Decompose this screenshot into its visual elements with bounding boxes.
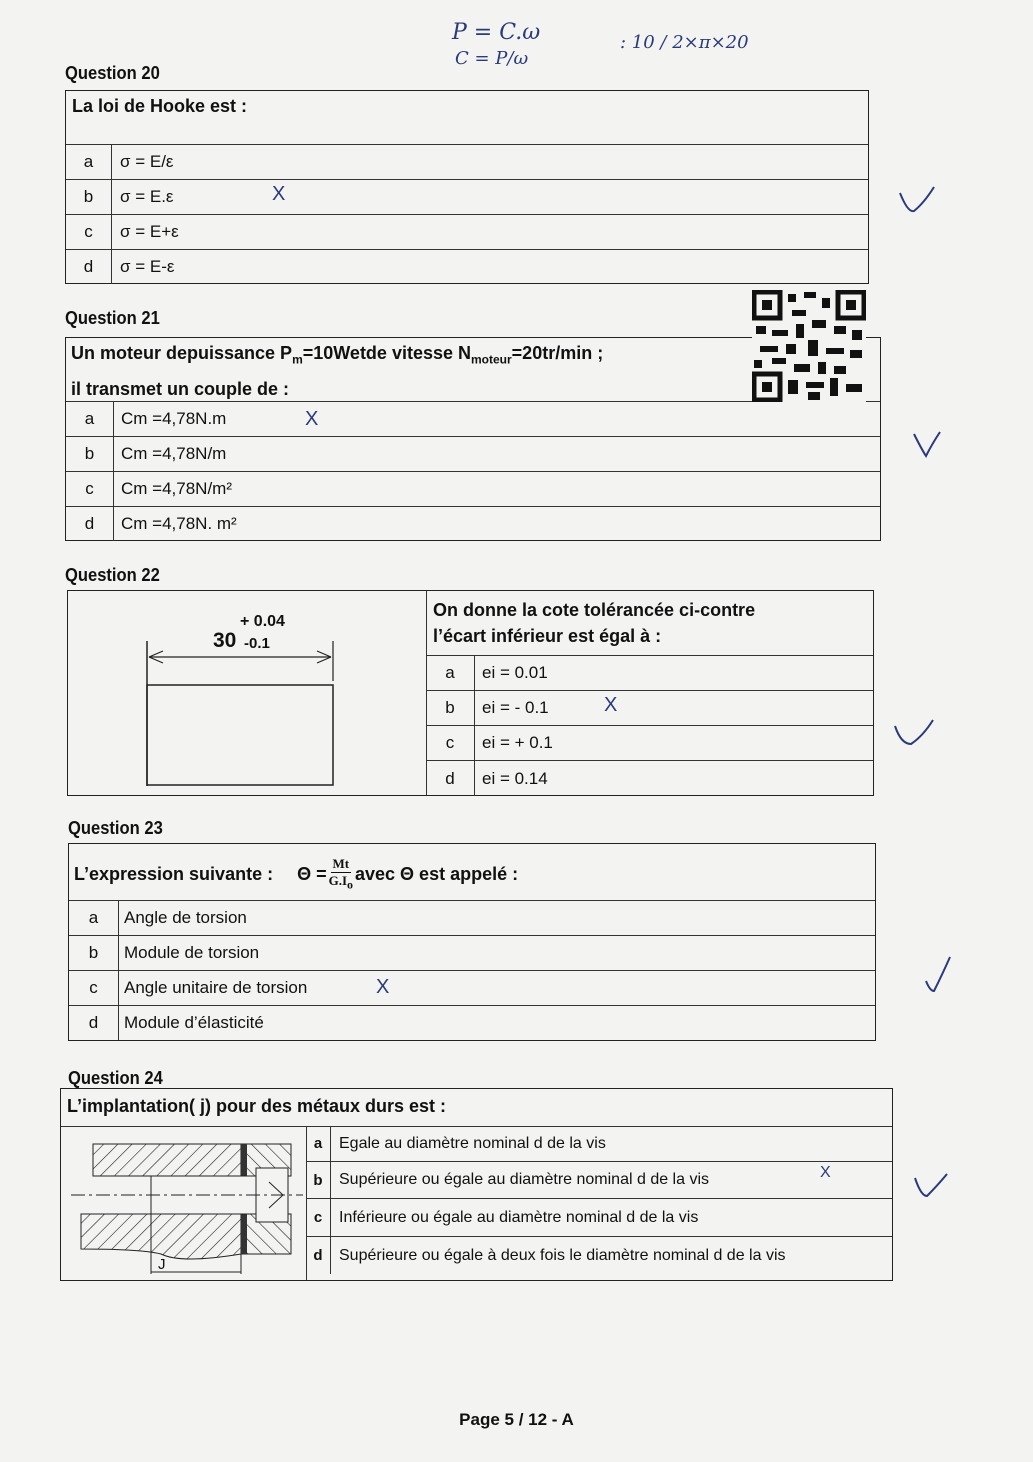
figure-label-j: J (158, 1256, 166, 1273)
option-letter: d (69, 1006, 119, 1040)
option-letter: a (306, 1126, 331, 1161)
option-row[interactable] (426, 690, 873, 725)
option-row[interactable] (66, 249, 868, 284)
option-row[interactable] (306, 1198, 892, 1236)
checkmark-icon (912, 430, 942, 460)
option-text: ei = + 0.1 (482, 733, 553, 752)
option-text: Angle unitaire de torsion (124, 978, 308, 997)
option-row[interactable] (306, 1126, 892, 1161)
option-row[interactable] (66, 179, 868, 214)
option-letter: c (66, 472, 114, 506)
option-row[interactable] (426, 760, 873, 796)
option-text: Cm =4,78N/m² (121, 479, 232, 498)
option-row[interactable] (69, 935, 875, 970)
option-row[interactable] (69, 1005, 875, 1040)
dimension-drawing (143, 641, 338, 791)
option-text: Cm =4,78N/m (121, 444, 227, 463)
question-21-prompt: Un moteur depuissance $P_m=10Wetde$ vitesse $N_{moteur}=20tr/\min$ ; il transmet un couple de : (71, 343, 604, 399)
option-letter: c (66, 215, 112, 249)
option-row[interactable] (306, 1161, 892, 1198)
option-row[interactable] (66, 471, 880, 506)
option-row[interactable] (66, 436, 880, 471)
option-letter: d (426, 761, 475, 796)
option-letter: b (66, 437, 114, 471)
option-text: Module de torsion (124, 943, 260, 962)
option-letter: a (426, 656, 475, 690)
answer-cross-mark: X (820, 1164, 831, 1181)
checkmark-icon (898, 185, 938, 217)
option-letter: a (66, 145, 112, 179)
option-text: ei = 0.14 (482, 768, 548, 788)
option-row[interactable] (66, 144, 868, 179)
page-footer: Page 5 / 12 - A (459, 1410, 574, 1429)
question-20-prompt: La loi de Hooke est : (72, 96, 248, 116)
option-letter: b (66, 180, 112, 214)
checkmark-icon (924, 955, 954, 995)
tolerance-upper: + 0.04 (240, 613, 285, 630)
question-24-table (60, 1088, 893, 1281)
question-20-table (65, 90, 869, 284)
option-row[interactable] (69, 900, 875, 935)
option-row[interactable] (66, 506, 880, 541)
question-23-prompt: L’expression suivante : Θ = $\frac{Mt}{G.I_o}$ avec Θ est appelé : (74, 856, 519, 892)
option-text: Cm =4,78N.m (121, 409, 227, 428)
option-letter: c (69, 971, 119, 1005)
option-text: Inférieure ou égale au diamètre nominal d de la vis (339, 1208, 699, 1226)
option-text: ei = 0.01 (482, 663, 548, 682)
handwritten-formula-3: : 10 / 2×π×20 (620, 32, 749, 53)
option-letter: d (306, 1237, 331, 1274)
answer-cross-mark: X (305, 408, 319, 430)
option-letter: a (66, 402, 114, 436)
option-row[interactable] (426, 655, 873, 690)
option-text: σ = E-ε (120, 257, 175, 276)
fraction: $\frac{Mt}{G.I_o}$ (328, 856, 354, 892)
option-letter: a (69, 901, 119, 935)
question-23-table (68, 843, 876, 1041)
option-text: σ = E+ε (120, 222, 179, 241)
option-text: ei = - 0.1 (482, 698, 549, 717)
option-text: Egale au diamètre nominal d de la vis (339, 1134, 606, 1152)
question-22-table (67, 590, 874, 796)
option-text: Supérieure ou égale au diamètre nominal d de la vis (339, 1171, 710, 1188)
option-row[interactable] (69, 970, 875, 1005)
option-text: σ = E/ε (120, 152, 174, 171)
option-letter: c (306, 1199, 331, 1236)
option-letter: b (426, 691, 475, 725)
question-20-label: Question 20 (65, 63, 160, 83)
tolerance-lower: -0.1 (244, 635, 270, 652)
question-24-label: Question 24 (68, 1068, 163, 1088)
option-row[interactable] (306, 1236, 892, 1274)
question-24-prompt: L’implantation( j) pour des métaux durs est : (67, 1096, 447, 1116)
option-letter: b (306, 1162, 331, 1198)
answer-cross-mark: X (376, 976, 390, 998)
tolerance-nominal: 30 (213, 629, 237, 652)
option-row[interactable] (66, 214, 868, 249)
option-row[interactable] (66, 401, 880, 436)
answer-cross-mark: X (604, 694, 618, 716)
option-text: Angle de torsion (124, 908, 247, 927)
answer-cross-mark: X (272, 183, 286, 205)
option-text: Cm =4,78N. m² (121, 514, 237, 533)
option-text: Supérieure ou égale à deux fois le diamètre nominal d de la vis (339, 1246, 786, 1264)
option-letter: d (66, 250, 112, 284)
option-row[interactable] (426, 725, 873, 760)
screw-assembly-drawing (71, 1134, 303, 1279)
question-22-label: Question 22 (65, 565, 160, 585)
option-letter: d (66, 507, 114, 541)
handwritten-formula-2: C = P/ω (455, 48, 529, 69)
option-letter: c (426, 726, 475, 760)
qr-code-icon (752, 290, 866, 402)
option-letter: b (69, 936, 119, 970)
question-23-label: Question 23 (68, 818, 163, 838)
question-22-prompt: On donne la cote tolérancée ci-contre l’écart inférieur est égal à : (433, 600, 756, 646)
option-text: σ = E.ε (120, 187, 174, 206)
option-text: Module d’élasticité (124, 1013, 264, 1032)
question-21-label: Question 21 (65, 308, 160, 328)
handwritten-formula-1: P = C.ω (452, 20, 541, 45)
checkmark-icon (893, 718, 937, 748)
checkmark-icon (913, 1172, 949, 1200)
